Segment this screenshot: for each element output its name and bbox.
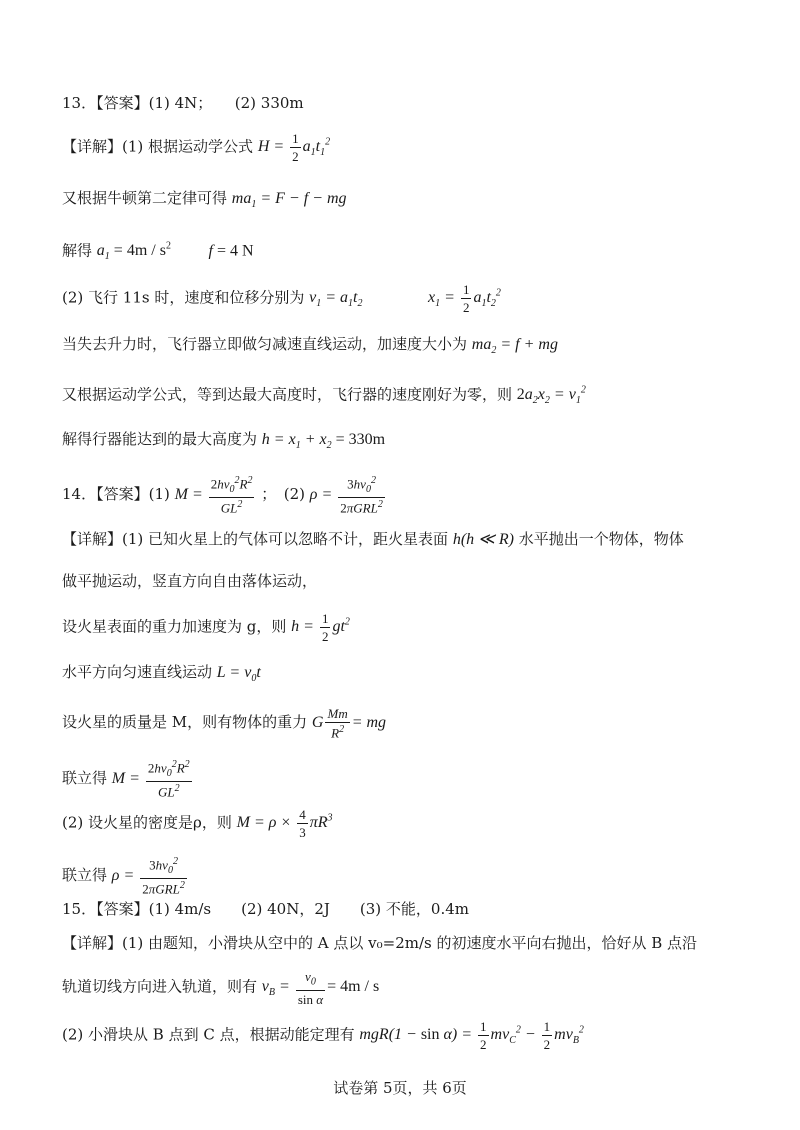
page-footer: 试卷第 5页，共 6页: [333, 1079, 467, 1097]
formula-energy: mgR(1 − sin α) = $\frac{1}{2}$ $mv_C^2$ − $\frac{1}{2}$ $mv_B^2$: [359, 1019, 584, 1053]
formula-mass-density: M = ρ × $\frac{4}{3}$ $\pi R^3$: [236, 807, 333, 841]
formula-f: f = 4 N: [208, 242, 254, 260]
q15-detail-2: 轨道切线方向进入轨道，则有 $v_B$ = $\frac{v_0}{\text{sin α}}$ = 4m / s: [62, 969, 380, 1007]
formula-horizontal: $L = v_0t$: [216, 664, 261, 685]
formula-x1: $x_1$ = $\frac{1}{2}$ $a_1t_2^2$: [428, 282, 501, 316]
formula-v1: $v_1 = a_1t_2$: [309, 289, 363, 310]
q14-detail-5: 设火星的质量是 M，则有物体的重力 G $\frac{Mm}{R^2}$ = mg: [62, 706, 387, 741]
q14-detail-1: 【详解】(1) 已知火星上的气体可以忽略不计，距火星表面 h(h ≪ R) 水平抛出一个物体，物体: [62, 530, 684, 548]
q14-detail-2: 做平抛运动，竖直方向自由落体运动，: [62, 572, 318, 590]
formula-h: H = $\frac{1}{2}$ $a_1t_1^2$: [257, 131, 331, 165]
formula-density-answer: ρ = $\frac{3hv_0^2}{2\pi GRL^2}$: [309, 475, 383, 516]
q14-detail-4: 水平方向匀速直线运动 $L = v_0t$: [62, 663, 261, 685]
formula-a1: $a_1 = 4m / s^2$: [96, 241, 171, 263]
formula-density: ρ = $\frac{3hv_0^2}{2\pi GRL^2}$: [111, 856, 185, 897]
q14-answer: 14．【答案】(1) M = $\frac{2hv_0^2R^2}{GL^2}$ ； (2) ρ = $\frac{3hv_0^2}{2\pi GRL^2}$: [62, 476, 387, 514]
q13-detail-6: 又根据运动学公式，等到达最大高度时，飞行器的速度刚好为零，则 $2a_2x_2 = v_1^2$: [62, 385, 586, 407]
formula-freefall: h = $\frac{1}{2}$ $gt^2$: [291, 611, 350, 645]
q13-detail-7: 解得行器能达到的最大高度为 $h = x_1 + x_2 = 330m$: [62, 430, 386, 452]
q13-detail-3: 解得 $a_1 = 4m / s^2$ f = 4 N: [62, 241, 254, 263]
formula-newton: $ma_1 = F - f$ − mg: [231, 190, 347, 211]
q13-detail-2: 又根据牛顿第二定律可得 $ma_1 = F - f$ − mg: [62, 189, 347, 211]
q14-detail-7: (2) 设火星的密度是ρ，则 M = ρ × $\frac{4}{3}$ $\pi R^3$: [62, 807, 333, 841]
formula-a2: $ma_2 = f$ + mg: [471, 336, 558, 357]
q15-detail-3: (2) 小滑块从 B 点到 C 点，根据动能定理有 mgR(1 − sin α) = $\frac{1}{2}$ $mv_C^2$ − $\frac{1}{2}$ $mv_B^2$: [62, 1019, 584, 1053]
q13-answer: 13．【答案】(1) 4N； (2) 330m: [62, 94, 304, 112]
q14-detail-3: 设火星表面的重力加速度为 g，则 h = $\frac{1}{2}$ $gt^2$: [62, 611, 350, 645]
q13-detail-1: 【详解】(1) 根据运动学公式 H = $\frac{1}{2}$ $a_1t_1^2$: [62, 131, 331, 165]
q13-detail-5: 当失去升力时，飞行器立即做匀减速直线运动，加速度大小为 $ma_2 = f$ + mg: [62, 335, 558, 357]
formula-h-condition: h(h ≪ R): [452, 531, 514, 548]
formula-gravity: G $\frac{Mm}{R^2}$ = mg: [311, 706, 387, 741]
q14-detail-8: 联立得 ρ = $\frac{3hv_0^2}{2\pi GRL^2}$: [62, 857, 189, 895]
q15-answer: 15．【答案】(1) 4m/s (2) 40N，2J (3) 不能，0.4m: [62, 900, 470, 918]
formula-vb: $v_B$ = $\frac{v_0}{\text{sin α}}$ = 4m / s: [261, 969, 380, 1007]
q13-detail-4: (2) 飞行 11s 时，速度和位移分别为 $v_1 = a_1t_2$ $x_1$ = $\frac{1}{2}$ $a_1t_2^2$: [62, 282, 501, 316]
q14-detail-6: 联立得 M = $\frac{2hv_0^2R^2}{GL^2}$: [62, 760, 194, 798]
formula-mass: M = $\frac{2hv_0^2R^2}{GL^2}$: [111, 759, 190, 800]
q15-detail-1: 【详解】(1) 由题知，小滑块从空中的 A 点以 v₀=2m/s 的初速度水平向右抛出，恰好从 B 点沿: [62, 934, 698, 952]
formula-mass-answer: M = $\frac{2hv_0^2R^2}{GL^2}$: [174, 475, 253, 516]
formula-decel: $2a_2x_2 = v_1^2$: [516, 385, 586, 407]
formula-hmax: $h = x_1 + x_2 = 330m$: [261, 431, 386, 452]
